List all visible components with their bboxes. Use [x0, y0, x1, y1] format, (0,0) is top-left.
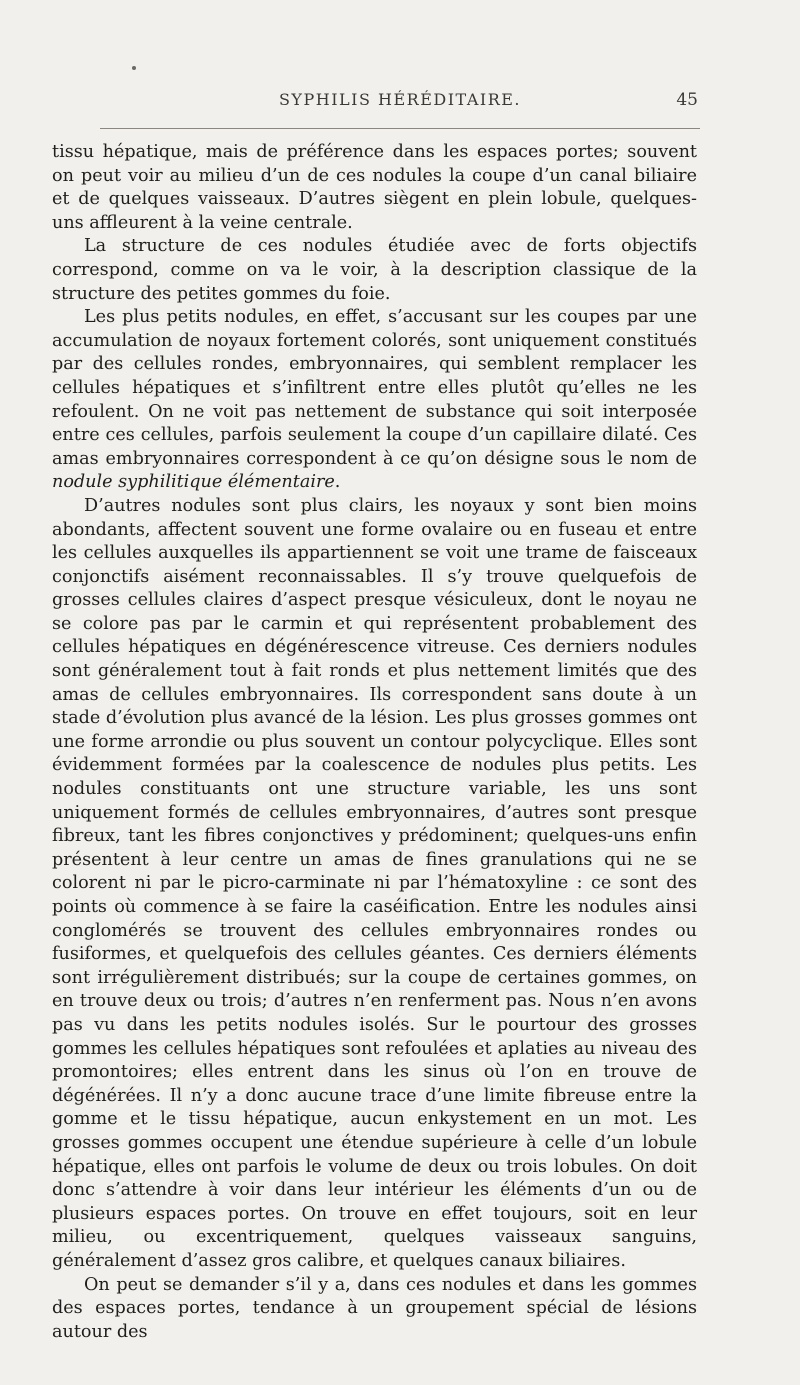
running-header: [0, 90, 800, 114]
paragraph-3-end: .: [334, 472, 341, 493]
header-rule: [100, 128, 700, 129]
body-text: [52, 141, 697, 1344]
paragraph-4: D’autres nodules sont plus clairs, les noyaux y sont bien moins abondants, affectent souvent une forme ovalaire ou en fuseau et entre les cellules auxquelles ils appartiennent se voit une trame de faisceaux conjonctifs aisément reconnaissables. Il s’y trouve quelquefois de grosses cellules claires d’aspect presque vésiculeux, dont le noyau ne se colore pas par le carmin et qui représentent probablement des cellules hépatiques en dégénérescence vitreuse. Ces derniers nodules sont généralement tout à fait ronds et plus nettement limités que des amas de cellules embryonnaires. Ils correspondent sans doute à un stade d’évolution plus avancé de la lésion. Les plus grosses gommes ont une forme arrondie ou plus souvent un contour polycyclique. Elles sont évidemment formées par la coalescence de nodules plus petits. Les nodules constituants ont une structure variable, les uns sont uniquement formés de cellules embryonnaires, d’autres sont presque fibreux, tant les fibres conjonctives y prédominent; quelques-uns enfin présentent à leur centre un amas de fines granulations qui ne se colorent ni par le picro-carminate ni par l’hématoxyline : ce sont des points où commence à se faire la caséification. Entre les nodules ainsi conglomérés se trouvent des cellules embryonnaires rondes ou fusiformes, et quelquefois des cellules géantes. Ces derniers éléments sont irrégulièrement distribués; sur la coupe de certaines gommes, on en trouve deux ou trois; d’autres n’en renferment pas. Nous n’en avons pas vu dans les petits nodules isolés. Sur le pourtour des grosses gommes les cellules hépatiques sont refoulées et aplaties au niveau des promontoires; elles entrent dans les sinus où l’on en trouve de dégénérées. Il n’y a donc aucune trace d’une limite fibreuse entre la gomme et le tissu hépatique, aucun enkystement en un mot. Les grosses gommes occupent une étendue supérieure à celle d’un lobule hépatique, elles ont parfois le volume de deux ou trois lobules. On doit donc s’attendre à voir dans leur intérieur les éléments d’un ou de plusieurs espaces portes. On trouve en effet toujours, soit en leur milieu, ou excentriquement, quelques vaisseaux sanguins, généralement d’assez gros calibre, et quelques canaux biliaires.: [52, 495, 697, 1271]
paragraph-1: tissu hépatique, mais de préférence dans les espaces portes; souvent on peut voir au milieu d’un de ces nodules la coupe d’un canal biliaire et de quelques vaisseaux. D’autres siègent en plein lobule, quelques-uns affleurent à la veine centrale.: [52, 142, 697, 233]
paragraph-3-text: Les plus petits nodules, en effet, s’accusant sur les coupes par une accumulation de noyaux fortement colorés, sont uniquement constitués par des cellules rondes, embryonnaires, qui semblent remplacer les cellules hépatiques et s’infiltrent entre elles plutôt qu’elles ne les refoulent. On ne voit pas nettement de substance qui soit interposée entre ces cellules, parfois seulement la coupe d’un capillaire dilaté. Ces amas embryonnaires correspondent à ce qu’on désigne sous le nom de: [52, 307, 697, 469]
paragraph-2: La structure de ces nodules étudiée avec de forts objectifs correspond, comme on va le voir, à la description classique de la structure des petites gommes du foie.: [52, 236, 697, 304]
italic-term: nodule syphilitique élémentaire: [52, 472, 335, 493]
paragraph-5: On peut se demander s’il y a, dans ces nodules et dans les gommes des espaces portes, tendance à un groupement spécial de lésions autour des: [52, 1274, 697, 1342]
running-title: SYPHILIS HÉRÉDITAIRE.: [278, 90, 522, 109]
page-number: 45: [676, 90, 698, 110]
paragraph-3: [52, 306, 697, 495]
ink-speck: [132, 66, 136, 70]
